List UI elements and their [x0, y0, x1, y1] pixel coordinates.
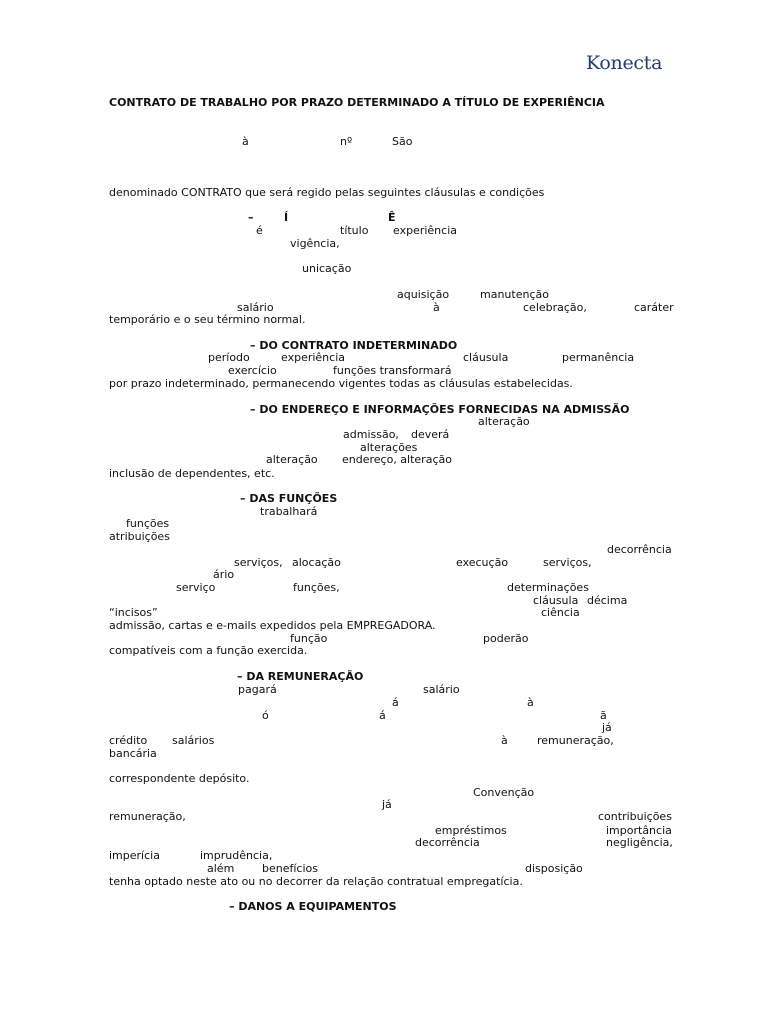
- text-fragment: à: [242, 135, 249, 148]
- text-fragment: negligência,: [606, 836, 673, 849]
- text-fragment: cláusula: [533, 594, 579, 607]
- text-fragment: serviço: [176, 581, 216, 594]
- text-fragment: execução: [456, 556, 509, 569]
- text-fragment: já: [602, 721, 612, 734]
- section-heading: Ê: [388, 211, 396, 224]
- text-fragment: à: [433, 301, 440, 314]
- text-fragment: poderão: [483, 632, 529, 645]
- company-logo: Konecta: [586, 52, 663, 74]
- text-fragment: serviços,: [234, 556, 283, 569]
- text-fragment: bancária: [109, 747, 157, 760]
- text-fragment: determinações: [507, 581, 589, 594]
- text-fragment: Convenção: [473, 786, 535, 799]
- text-fragment: permanência: [562, 351, 635, 364]
- section-heading: –: [248, 211, 254, 224]
- text-fragment: funções transformará: [333, 364, 452, 377]
- text-fragment: São: [392, 135, 413, 148]
- text-fragment: á: [379, 709, 386, 722]
- text-fragment: empréstimos: [435, 824, 507, 837]
- section-heading: – DO CONTRATO INDETERMINADO: [250, 339, 458, 352]
- text-fragment: décima: [587, 594, 628, 607]
- text-fragment: decorrência: [415, 836, 480, 849]
- text-fragment: ó: [262, 709, 269, 722]
- text-fragment: deverá: [411, 428, 450, 441]
- text-fragment: serviços,: [543, 556, 592, 569]
- text-fragment: além: [207, 862, 235, 875]
- text-fragment: ã: [600, 709, 607, 722]
- text-fragment: à: [501, 734, 508, 747]
- text-line: tenha optado neste ato ou no decorrer da relação contratual empregatícia.: [109, 875, 523, 888]
- text-fragment: ciência: [541, 606, 580, 619]
- section-heading: – DAS FUNÇÕES: [240, 492, 338, 505]
- text-fragment: importância: [606, 824, 672, 837]
- text-fragment: imprudência,: [200, 849, 273, 862]
- text-fragment: á: [392, 696, 399, 709]
- text-fragment: função: [290, 632, 328, 645]
- text-fragment: alteração: [478, 415, 530, 428]
- text-fragment: salários: [172, 734, 215, 747]
- text-fragment: contribuições: [598, 810, 672, 823]
- text-fragment: pagará: [238, 683, 277, 696]
- text-line: admissão, cartas e e-mails expedidos pela EMPREGADORA.: [109, 619, 436, 632]
- text-line: correspondente depósito.: [109, 772, 250, 785]
- section-heading: – DA REMUNERAÇÃO: [237, 670, 364, 683]
- text-fragment: remuneração,: [537, 734, 614, 747]
- text-line: temporário e o seu término normal.: [109, 313, 306, 326]
- text-line: por prazo indeterminado, permanecendo vigentes todas as cláusulas estabelecidas.: [109, 377, 573, 390]
- text-fragment: alterações: [360, 441, 418, 454]
- text-fragment: já: [382, 798, 392, 811]
- text-line: compatíveis com a função exercida.: [109, 644, 308, 657]
- text-fragment: salário: [423, 683, 460, 696]
- text-fragment: cláusula: [463, 351, 509, 364]
- text-fragment: funções,: [293, 581, 340, 594]
- text-fragment: caráter: [634, 301, 674, 314]
- text-fragment: ário: [213, 568, 235, 581]
- text-fragment: celebração,: [523, 301, 587, 314]
- text-fragment: alteração: [266, 453, 318, 466]
- section-heading: – DO ENDEREÇO E INFORMAÇÕES FORNECIDAS NA ADMISSÃO: [250, 403, 630, 416]
- text-fragment: decorrência: [607, 543, 672, 556]
- text-fragment: título: [340, 224, 369, 237]
- text-fragment: aquisição: [397, 288, 450, 301]
- text-fragment: remuneração,: [109, 810, 186, 823]
- text-fragment: salário: [237, 301, 274, 314]
- text-fragment: endereço, alteração: [342, 453, 452, 466]
- text-fragment: “incisos”: [109, 606, 158, 619]
- text-fragment: período: [208, 351, 250, 364]
- text-line: denominado CONTRATO que será regido pelas seguintes cláusulas e condições: [109, 186, 545, 199]
- text-fragment: crédito: [109, 734, 148, 747]
- text-fragment: nº: [340, 135, 353, 148]
- text-fragment: é: [256, 224, 263, 237]
- text-fragment: atribuições: [109, 530, 170, 543]
- text-fragment: à: [527, 696, 534, 709]
- text-fragment: admissão,: [343, 428, 399, 441]
- document-title: CONTRATO DE TRABALHO POR PRAZO DETERMINADO A TÍTULO DE EXPERIÊNCIA: [109, 96, 605, 109]
- text-fragment: unicação: [302, 262, 352, 275]
- text-fragment: benefícios: [262, 862, 318, 875]
- text-fragment: imperícia: [109, 849, 160, 862]
- text-fragment: disposição: [525, 862, 583, 875]
- text-fragment: experiência: [393, 224, 457, 237]
- text-line: inclusão de dependentes, etc.: [109, 467, 275, 480]
- section-heading: Í: [284, 211, 289, 224]
- text-fragment: exercício: [228, 364, 277, 377]
- text-fragment: manutenção: [480, 288, 549, 301]
- text-fragment: trabalhará: [260, 505, 318, 518]
- text-fragment: alocação: [292, 556, 341, 569]
- text-fragment: experiência: [281, 351, 345, 364]
- text-fragment: vigência,: [290, 237, 340, 250]
- text-fragment: funções: [126, 517, 170, 530]
- section-heading: – DANOS A EQUIPAMENTOS: [229, 900, 397, 913]
